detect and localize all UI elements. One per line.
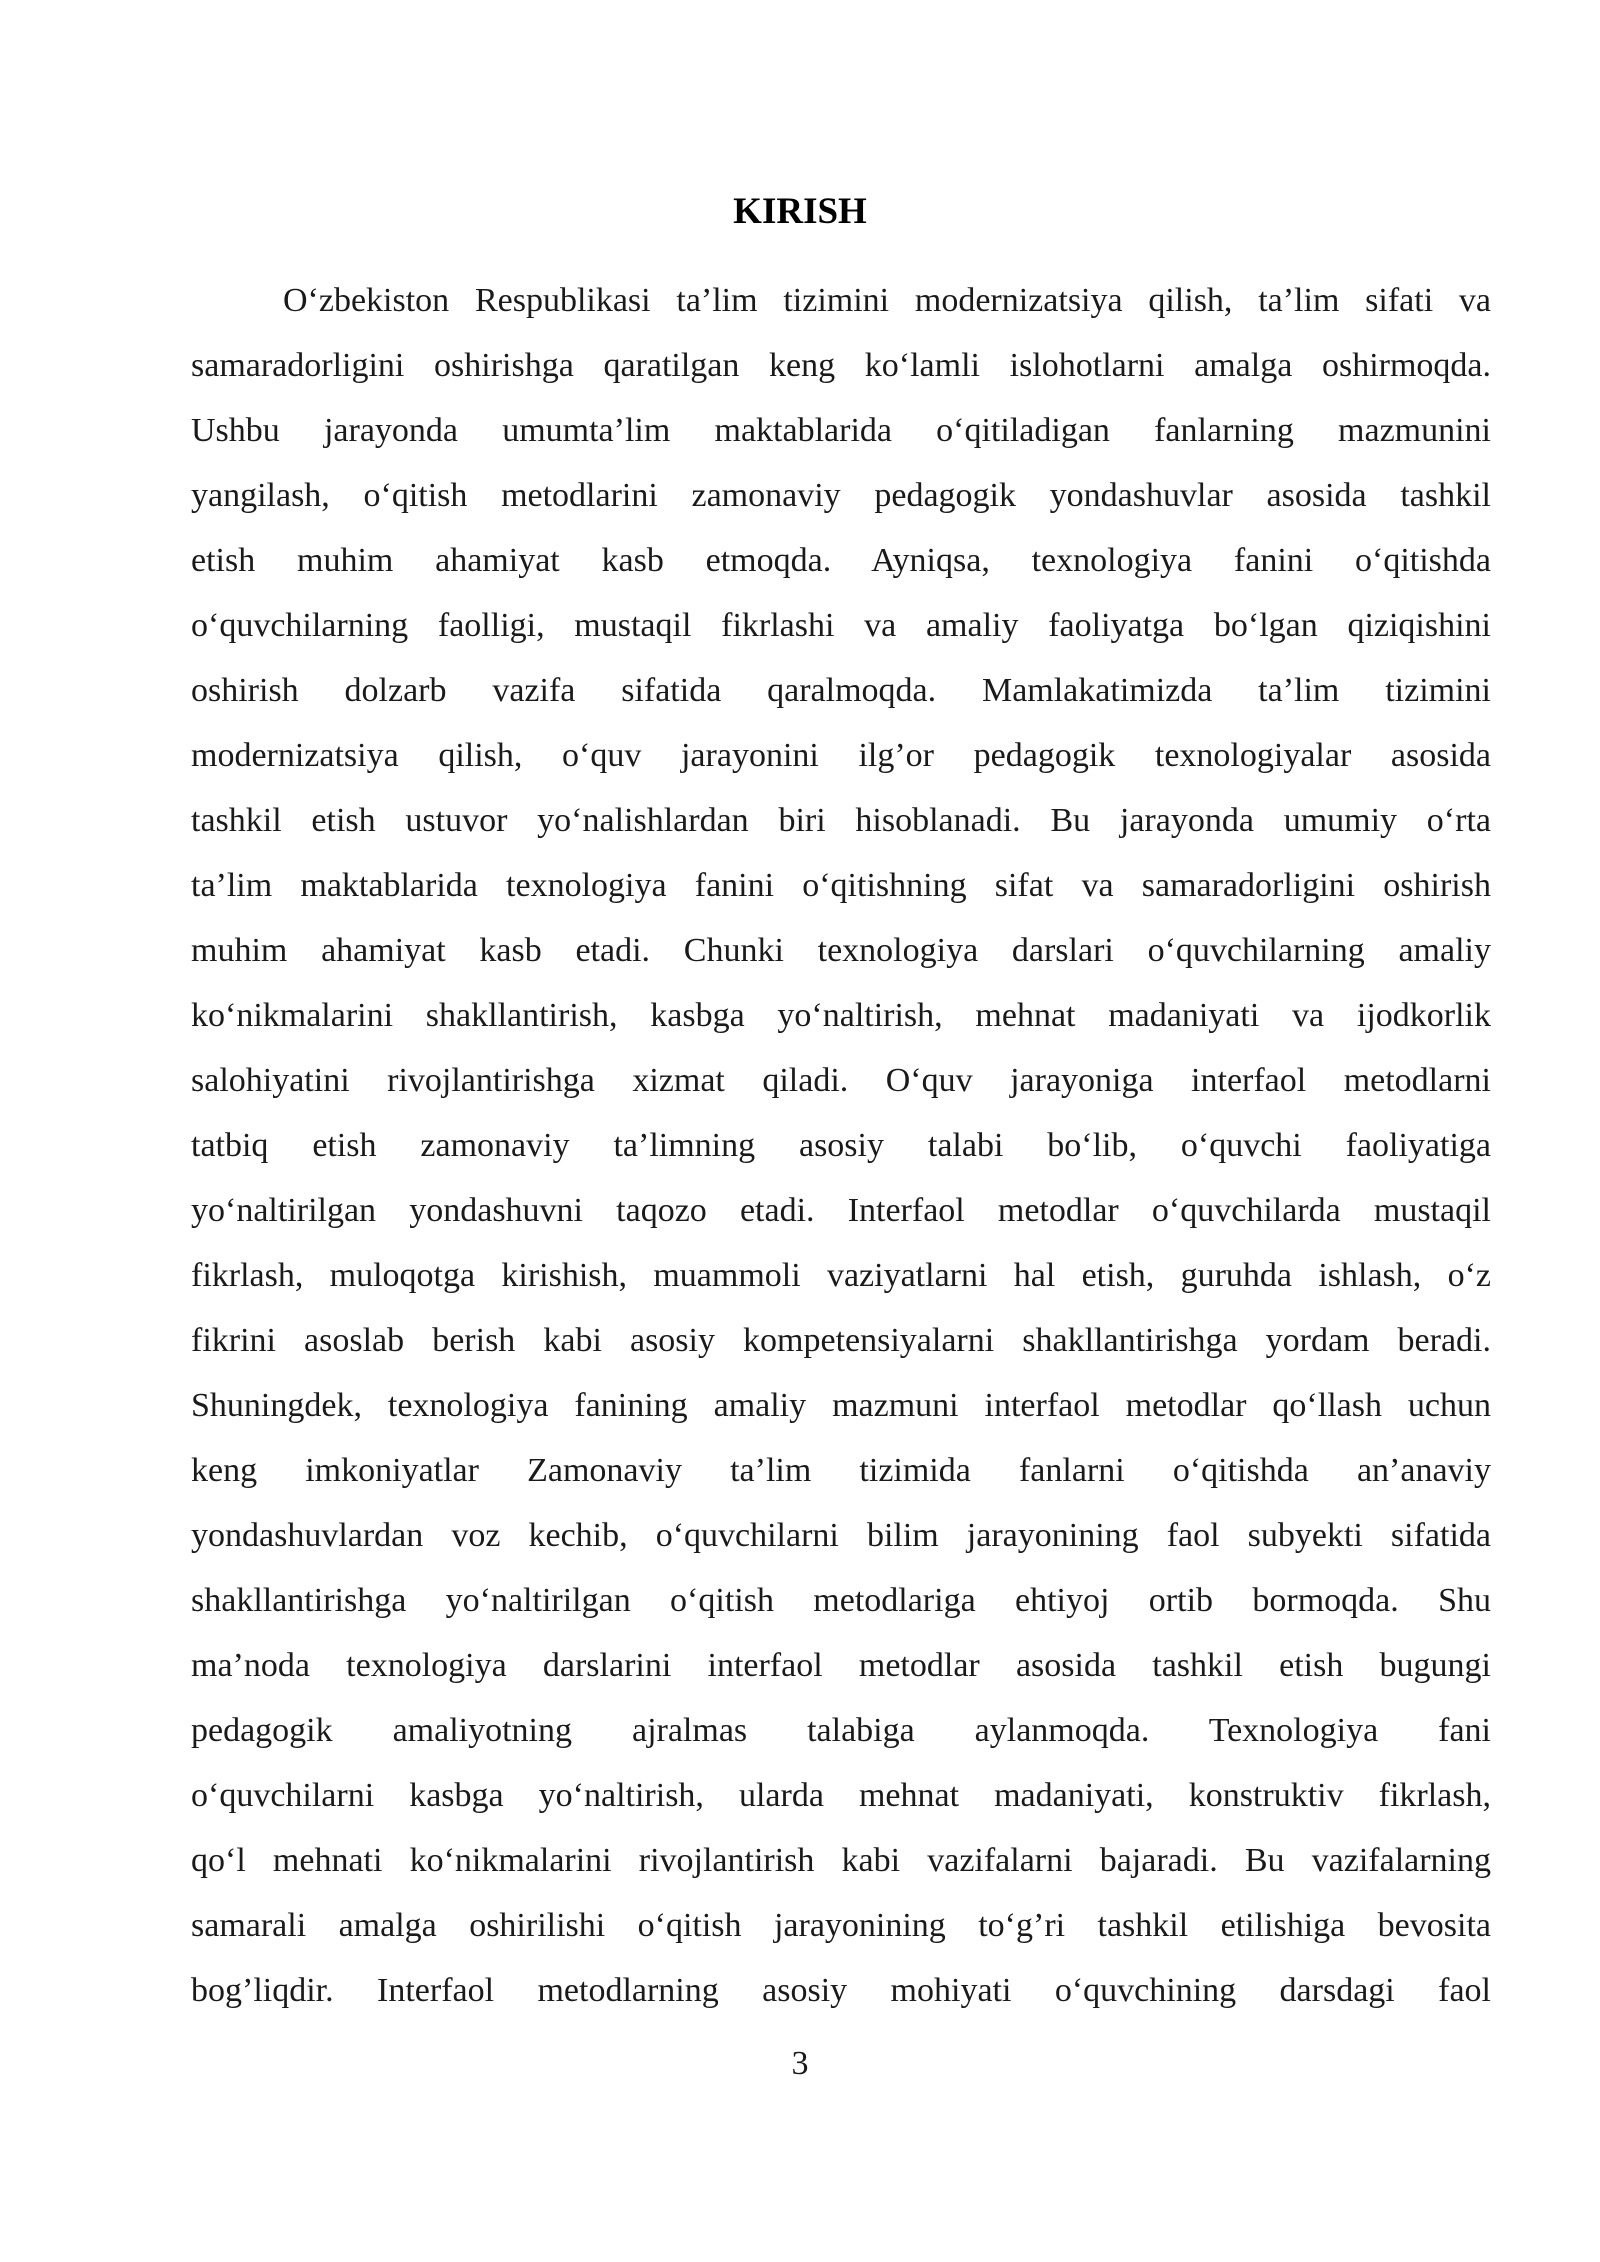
text-line: etish muhim ahamiyat kasb etmoqda. Ayniqsa, texnologiya fanini o‘qitishda	[191, 542, 1491, 579]
text-line: pedagogik amaliyotning ajralmas talabiga aylanmoqda. Texnologiya fani	[191, 1712, 1491, 1749]
text-line: yo‘naltirilgan yondashuvni taqozo etadi. Interfaol metodlar o‘quvchilarda mustaqil	[191, 1192, 1491, 1229]
text-line: muhim ahamiyat kasb etadi. Chunki texnologiya darslari o‘quvchilarning amaliy	[191, 932, 1491, 969]
text-line: fikrini asoslab berish kabi asosiy kompetensiyalarni shakllantirishga yordam beradi.	[191, 1322, 1491, 1359]
body-paragraph	[191, 268, 1491, 2023]
text-line: qo‘l mehnati ko‘nikmalarini rivojlantirish kabi vazifalarni bajaradi. Bu vazifalarning	[191, 1842, 1491, 1879]
text-line: modernizatsiya qilish, o‘quv jarayonini ilg’or pedagogik texnologiyalar asosida	[191, 737, 1491, 774]
text-line: Ushbu jarayonda umumta’lim maktablarida o‘qitiladigan fanlarning mazmunini	[191, 412, 1491, 449]
text-line: keng imkoniyatlar Zamonaviy ta’lim tizimida fanlarni o‘qitishda an’anaviy	[191, 1452, 1491, 1489]
text-line: ma’noda texnologiya darslarini interfaol metodlar asosida tashkil etish bugungi	[191, 1647, 1491, 1684]
text-line: fikrlash, muloqotga kirishish, muammoli vaziyatlarni hal etish, guruhda ishlash, o‘z	[191, 1257, 1491, 1294]
section-heading: KIRISH	[733, 191, 867, 232]
text-line: Shuningdek, texnologiya fanining amaliy mazmuni interfaol metodlar qo‘llash uchun	[191, 1387, 1491, 1424]
text-line: yangilash, o‘qitish metodlarini zamonaviy pedagogik yondashuvlar asosida tashkil	[191, 477, 1491, 514]
text-line: O‘zbekiston Respublikasi ta’lim tizimini modernizatsiya qilish, ta’lim sifati va	[283, 282, 1491, 319]
text-line: o‘quvchilarning faolligi, mustaqil fikrlashi va amaliy faoliyatga bo‘lgan qiziqishini	[191, 607, 1491, 644]
text-line: samarali amalga oshirilishi o‘qitish jarayonining to‘g’ri tashkil etilishiga bevosita	[191, 1907, 1491, 1944]
text-line: shakllantirishga yo‘naltirilgan o‘qitish metodlariga ehtiyoj ortib bormoqda. Shu	[191, 1582, 1491, 1619]
text-line: samaradorligini oshirishga qaratilgan keng ko‘lamli islohotlarni amalga oshirmoqda.	[191, 347, 1491, 384]
text-line: bog’liqdir. Interfaol metodlarning asosiy mohiyati o‘quvchining darsdagi faol	[191, 1972, 1491, 2009]
page-number: 3	[791, 2045, 809, 2082]
text-line: oshirish dolzarb vazifa sifatida qaralmoqda. Mamlakatimizda ta’lim tizimini	[191, 672, 1491, 709]
text-line: ta’lim maktablarida texnologiya fanini o‘qitishning sifat va samaradorligini oshirish	[191, 867, 1491, 904]
text-line: salohiyatini rivojlantirishga xizmat qiladi. O‘quv jarayoniga interfaol metodlarni	[191, 1062, 1491, 1099]
text-line: o‘quvchilarni kasbga yo‘naltirish, ularda mehnat madaniyati, konstruktiv fikrlash,	[191, 1777, 1491, 1814]
text-line: yondashuvlardan voz kechib, o‘quvchilarni bilim jarayonining faol subyekti sifatida	[191, 1517, 1491, 1554]
text-line: ko‘nikmalarini shakllantirish, kasbga yo‘naltirish, mehnat madaniyati va ijodkorlik	[191, 997, 1491, 1034]
text-line: tashkil etish ustuvor yo‘nalishlardan biri hisoblanadi. Bu jarayonda umumiy o‘rta	[191, 802, 1491, 839]
text-line: tatbiq etish zamonaviy ta’limning asosiy talabi bo‘lib, o‘quvchi faoliyatiga	[191, 1127, 1491, 1164]
